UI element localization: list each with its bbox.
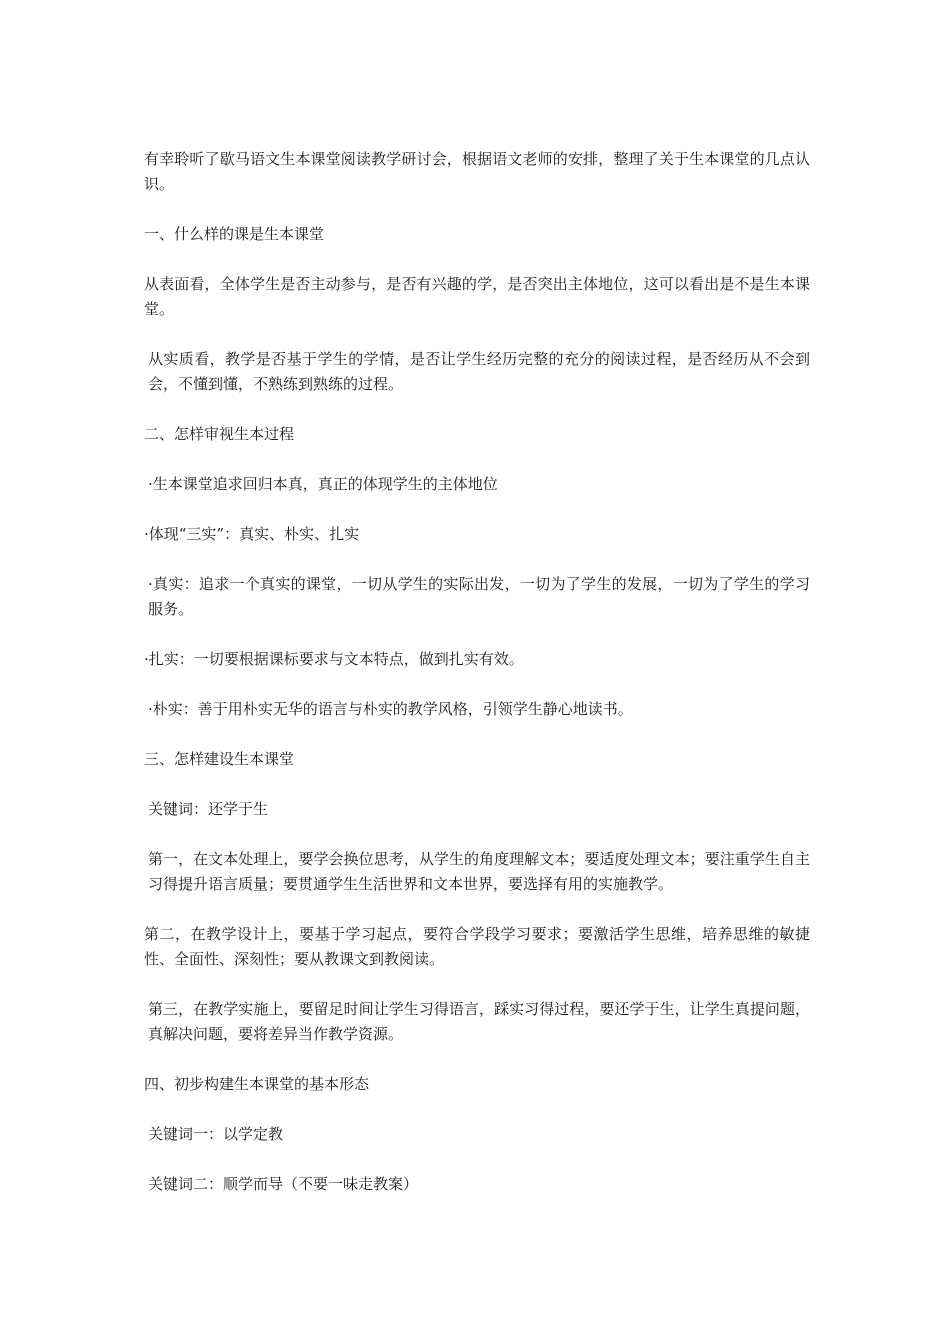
section-heading-2: 二、怎样审视生本过程 [144,425,295,443]
keyword-paragraph: 关键词：还学于生 [148,800,269,818]
body-paragraph: 从表面看，全体学生是否主动参与，是否有兴趣的学，是否突出主体地位，这可以看出是不是生本课堂。 [144,275,810,318]
body-paragraph: 第三，在教学实施上，要留足时间让学生习得语言，踩实习得过程，要还学于生，让学生真提问题，真解决问题，要将差异当作教学资源。 [148,1000,810,1043]
intro-paragraph: 有幸聆听了歇马语文生本课堂阅读教学研讨会，根据语文老师的安排，整理了关于生本课堂的几点认识。 [144,150,810,193]
bullet-paragraph: ·真实：追求一个真实的课堂，一切从学生的实际出发，一切为了学生的发展，一切为了学生的学习服务。 [148,575,810,618]
section-heading-3: 三、怎样建设生本课堂 [144,750,295,768]
bullet-paragraph: ·扎实：一切要根据课标要求与文本特点，做到扎实有效。 [144,650,524,668]
bullet-paragraph: ·体现“三实”：真实、朴实、扎实 [144,525,360,543]
bullet-paragraph: ·生本课堂追求回归本真，真正的体现学生的主体地位 [148,475,498,493]
body-paragraph: 第一，在文本处理上，要学会换位思考，从学生的角度理解文本；要适度处理文本；要注重学生自主习得提升语言质量；要贯通学生生活世界和文本世界，要选择有用的实施教学。 [148,850,810,893]
document-body [144,147,810,1222]
section-heading-4: 四、初步构建生本课堂的基本形态 [144,1075,370,1093]
keyword-paragraph: 关键词二：顺学而导（不要一味走教案） [148,1175,419,1193]
body-paragraph: 第二，在教学设计上，要基于学习起点，要符合学段学习要求；要激活学生思维，培养思维的敏捷性、全面性、深刻性；要从教课文到教阅读。 [144,925,810,968]
bullet-paragraph: ·朴实：善于用朴实无华的语言与朴实的教学风格，引领学生静心地读书。 [148,700,633,718]
section-heading-1: 一、什么样的课是生本课堂 [144,225,325,243]
keyword-paragraph: 关键词一：以学定教 [148,1125,284,1143]
body-paragraph: 从实质看，教学是否基于学生的学情，是否让学生经历完整的充分的阅读过程，是否经历从不会到会，不懂到懂，不熟练到熟练的过程。 [148,350,810,393]
